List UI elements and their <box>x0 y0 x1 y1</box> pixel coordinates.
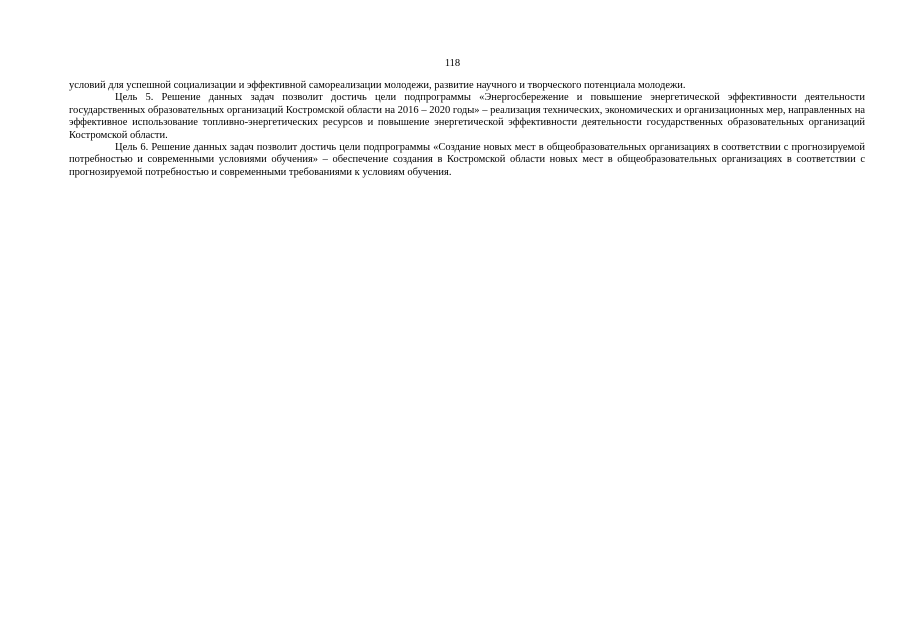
document-body <box>69 80 865 179</box>
paragraph-goal-6: Цель 6. Решение данных задач позволит достичь цели подпрограммы «Создание новых мест в общеобразовательных организациях в соответствии с прогнозируемой потребностью и современными условиями обучения» – обеспечение создания в Костромской области новых мест в общеобразовательных организациях в соответствии с прогнозируемой потребностью и современными требованиями к условиям обучения. <box>69 142 865 178</box>
page-number: 118 <box>444 58 461 69</box>
paragraph-continuation: условий для успешной социализации и эффективной самореализации молодежи, развитие научного и творческого потенциала молодежи. <box>69 80 686 91</box>
paragraph-goal-5: Цель 5. Решение данных задач позволит достичь цели подпрограммы «Энергосбережение и повышение энергетической эффективности деятельности государственных образовательных организаций Костромской области на 2016 – 2020 годы» – реализация технических, экономических и организационных мер, направленных на эффективное использование топливно-энергетических ресурсов и повышение энергетической эффективности деятельности государственных образовательных организаций Костромской области. <box>69 92 865 141</box>
